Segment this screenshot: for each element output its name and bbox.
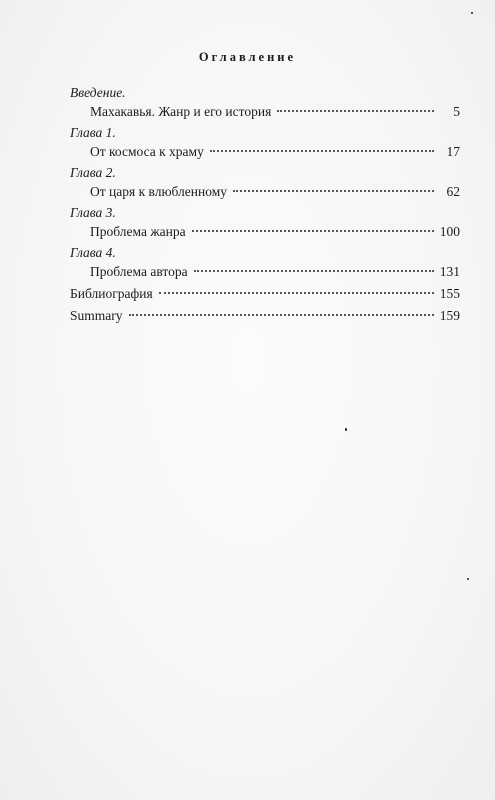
table-of-contents — [70, 84, 460, 326]
toc-chapter-label: Глава 3. — [70, 205, 116, 220]
toc-entry-page: 100 — [439, 224, 460, 239]
toc-entry[interactable] — [70, 222, 460, 242]
toc-entry[interactable] — [70, 142, 460, 162]
toc-entry-page: 62 — [446, 184, 460, 199]
toc-chapter-label: Глава 4. — [70, 245, 116, 260]
dot-leader — [192, 230, 434, 232]
toc-entry[interactable] — [70, 182, 460, 202]
toc-entry[interactable] — [70, 102, 460, 122]
dot-leader — [277, 110, 434, 112]
toc-entry-page: 131 — [439, 264, 460, 279]
toc-entry-summary[interactable] — [70, 306, 460, 326]
toc-entry[interactable] — [70, 262, 460, 282]
dot-leader — [233, 190, 434, 192]
toc-entry-title: От царя к влюбленному — [90, 184, 228, 199]
toc-entry-title: Махакавья. Жанр и его история — [90, 104, 272, 119]
scan-speck — [467, 578, 469, 580]
dot-leader — [159, 292, 434, 294]
dot-leader — [194, 270, 434, 272]
toc-entry-page: 5 — [453, 104, 460, 119]
scan-speck — [471, 12, 473, 14]
toc-entry-page: 17 — [446, 144, 460, 159]
toc-chapter-label: Глава 2. — [70, 165, 116, 180]
toc-entry-title: Проблема жанра — [90, 224, 186, 239]
toc-entry-title: Summary — [70, 308, 123, 323]
toc-entry-title: Библиография — [70, 286, 153, 301]
toc-entry-page: 155 — [439, 286, 460, 301]
toc-entry-bibliography[interactable] — [70, 284, 460, 304]
toc-chapter-label: Глава 1. — [70, 125, 116, 140]
dot-leader — [210, 150, 434, 152]
toc-entry-title: Проблема автора — [90, 264, 188, 279]
page-title: Оглавление — [198, 50, 297, 64]
toc-chapter-label: Введение. — [70, 85, 126, 100]
toc-entry-page: 159 — [439, 308, 460, 323]
toc-entry-title: От космоса к храму — [90, 144, 204, 159]
scan-speck — [345, 428, 347, 431]
dot-leader — [129, 314, 434, 316]
